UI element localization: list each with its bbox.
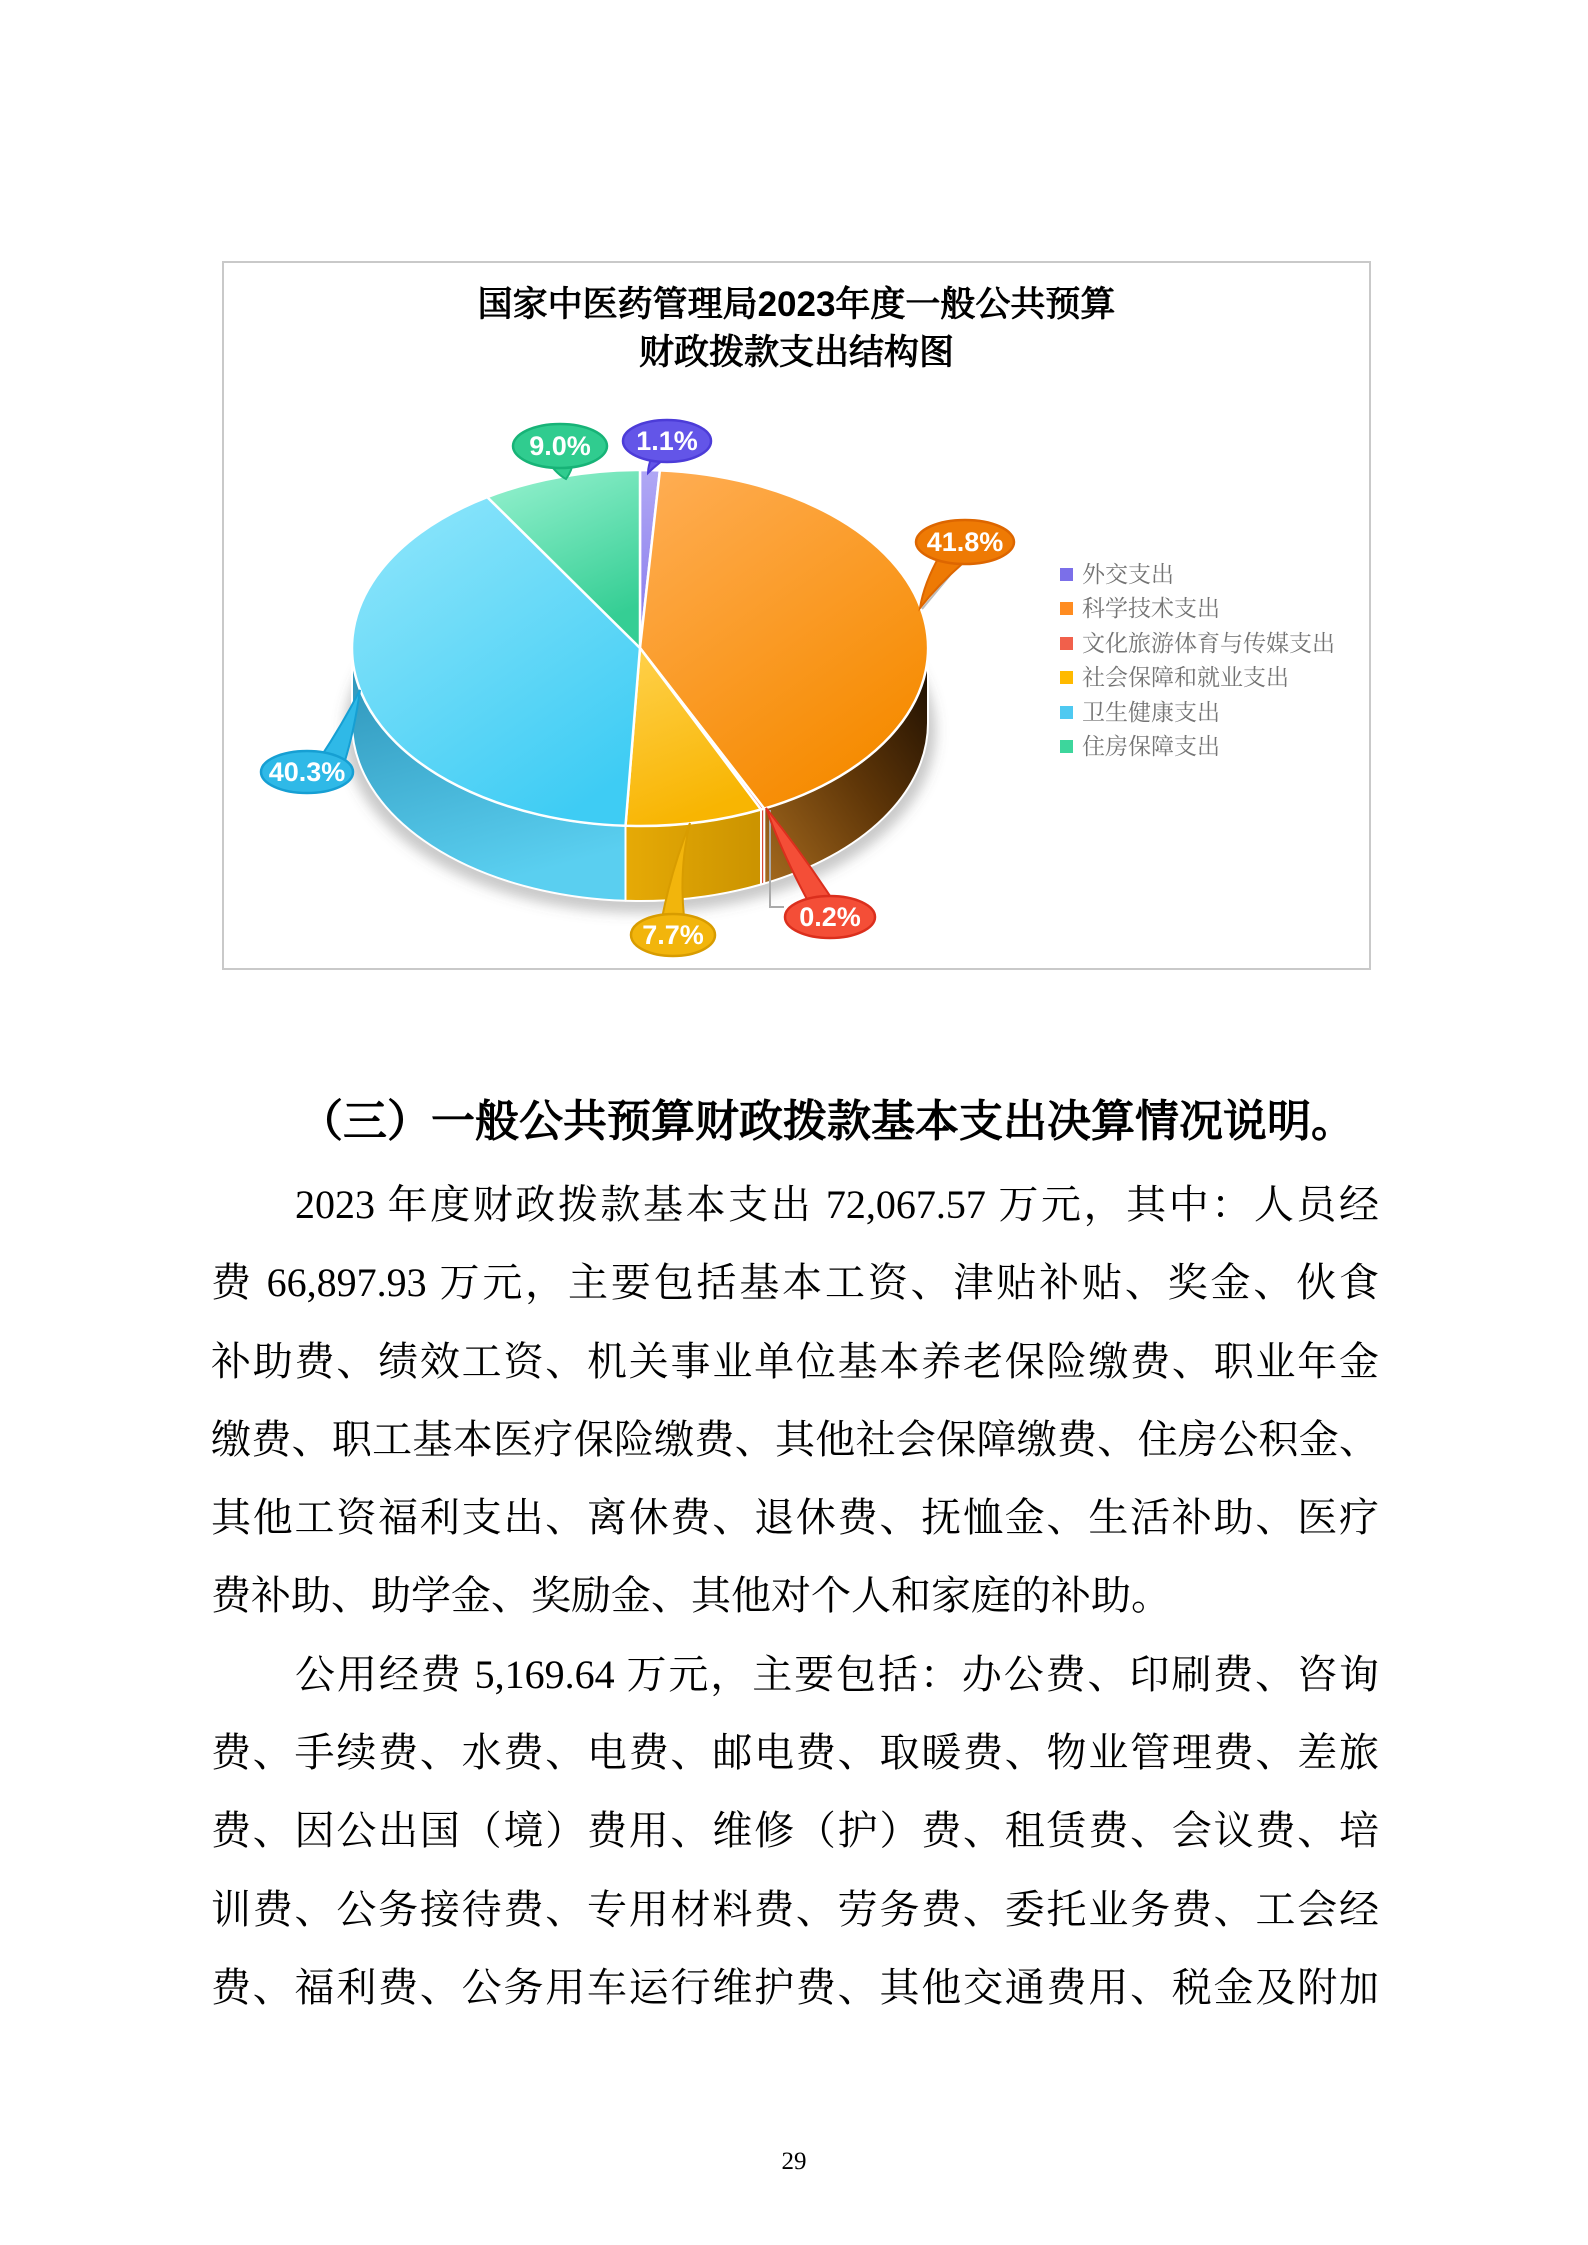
chart-title-line1: 国家中医药管理局2023年度一般公共预算 [477,285,1116,324]
callout-label-diplomacy: 1.1% [636,426,698,456]
legend-label-culture: 文化旅游体育与传媒支出 [1082,629,1335,656]
legend-item-housing [1060,730,1335,765]
legend-swatch-health [1060,706,1073,719]
paragraph2-line: 训费、公务接待费、专用材料费、劳务费、委托业务费、工会经 [211,1886,1379,1932]
paragraph2-line: 费、因公出国（境）费用、维修（护）费、租赁费、会议费、培 [211,1808,1379,1854]
document-body [211,1078,1379,2027]
legend-item-health [1060,695,1335,730]
callout-label-housing: 9.0% [529,431,591,461]
legend-swatch-culture [1060,637,1073,650]
paragraph1-line: 费 66,897.93 万元，主要包括基本工资、津贴补贴、奖金、伙食 [211,1260,1379,1306]
chart-legend [1060,557,1335,764]
legend-label-diplomacy: 外交支出 [1082,560,1174,587]
chart-panel [222,261,1371,970]
legend-swatch-diplomacy [1060,568,1073,581]
chart-title-line2: 财政拨款支出结构图 [638,333,954,372]
legend-item-culture [1060,626,1335,661]
legend-swatch-housing [1060,740,1073,753]
paragraph2-line: 费、手续费、水费、电费、邮电费、取暖费、物业管理费、差旅 [211,1730,1379,1776]
legend-swatch-science [1060,602,1073,615]
paragraph1-line: 2023 年度财政拨款基本支出 72,067.57 万元，其中：人员经 [295,1182,1379,1227]
callout-housing [513,424,607,479]
callout-label-science: 41.8% [926,527,1004,557]
legend-label-social: 社会保障和就业支出 [1082,664,1289,691]
callout-health [261,690,360,793]
paragraph1-line: 费补助、助学金、奖励金、其他对个人和家庭的补助。 [211,1573,1171,1619]
paragraph2-line: 公用经费 5,169.64 万元，主要包括：办公费、印刷费、咨询 [295,1651,1379,1697]
page-number: 29 [781,2148,807,2175]
legend-label-health: 卫生健康支出 [1082,698,1220,725]
legend-item-social [1060,661,1335,696]
paragraph1-line: 补助费、绩效工资、机关事业单位基本养老保险缴费、职业年金 [211,1338,1379,1384]
legend-item-diplomacy [1060,557,1335,592]
legend-label-science: 科学技术支出 [1082,595,1220,622]
callout-science [916,520,1014,608]
paragraph2-line: 费、福利费、公务用车运行维护费、其他交通费用、税金及附加 [211,1964,1379,2010]
section-heading: （三）一般公共预算财政拨款基本支出决算情况说明。 [299,1097,1355,1146]
callout-label-health: 40.3% [268,757,346,787]
callout-label-culture: 0.2% [799,902,861,932]
paragraph1-line: 缴费、职工基本医疗保险缴费、其他社会保障缴费、住房公积金、 [211,1416,1379,1462]
legend-swatch-social [1060,671,1073,684]
legend-label-housing: 住房保障支出 [1082,733,1220,760]
legend-item-science [1060,592,1335,627]
callout-label-social: 7.7% [642,920,704,950]
paragraph1-line: 其他工资福利支出、离休费、退休费、抚恤金、生活补助、医疗 [211,1495,1379,1541]
callout-diplomacy [623,420,711,473]
